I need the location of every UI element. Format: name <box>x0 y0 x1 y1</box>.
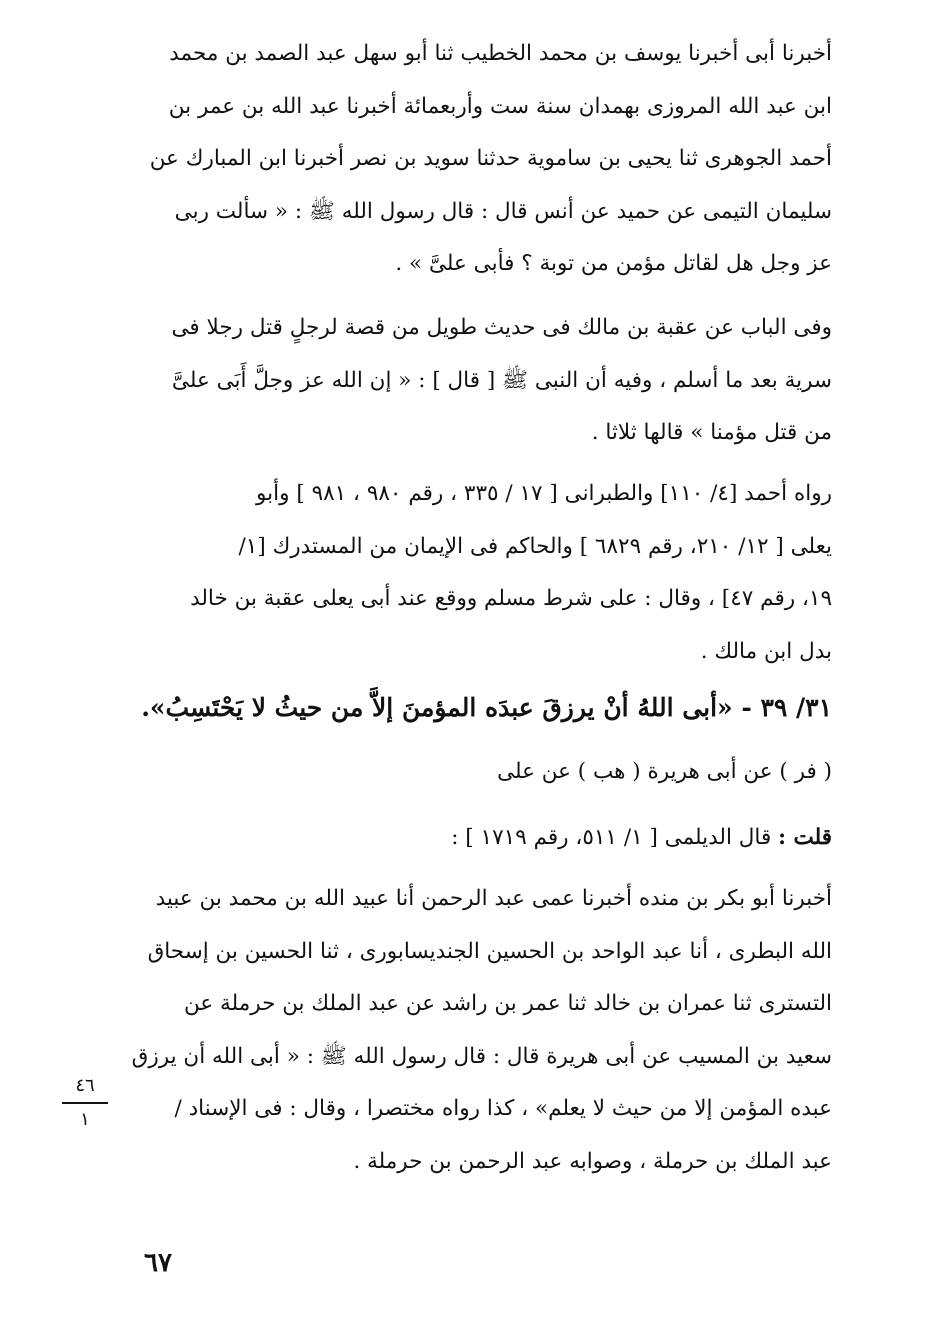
qult-label: قلت : <box>778 825 832 850</box>
margin-ref-top: ٤٦ <box>75 1075 95 1096</box>
hadith-sources: ( فر ) عن أبى هريرة ( هب ) عن على <box>497 759 832 784</box>
text-line: ابن عبد الله المروزى بهمدان سنة ست وأربعمائة أخبرنا عبد الله بن عمر بن <box>168 93 832 119</box>
text-line: عز وجل هل لقاتل مؤمن من توبة ؟ فأبى علىَّ » . <box>395 251 832 276</box>
text-line: التسترى ثنا عمران بن خالد ثنا عمر بن راشد عن عبد الملك بن حرملة عن <box>184 991 832 1016</box>
text-line: أخبرنا أبى أخبرنا يوسف بن محمد الخطيب ثنا أبو سهل عبد الصمد بن محمد <box>169 41 832 66</box>
text-line: رواه أحمد [٤/ ١١٠] والطبرانى [ ١٧ / ٣٣٥ ، رقم ٩٨٠ ، ٩٨١ ] وأبو <box>256 481 832 506</box>
paragraph-daylami-isnad <box>120 873 832 1188</box>
text-line: بدل ابن مالك . <box>700 638 832 664</box>
text-line: عبد الملك بن حرملة ، وصوابه عبد الرحمن بن حرملة . <box>353 1148 832 1174</box>
text-line: سعيد بن المسيب عن أبى هريرة قال : قال رسول الله ﷺ : « أبى الله أن يرزق <box>131 1043 832 1069</box>
paragraph-uqba-hadith <box>120 302 832 460</box>
paragraph-takhrij <box>120 468 832 678</box>
margin-reference <box>60 1074 110 1132</box>
text-line: وفى الباب عن عقبة بن مالك فى حديث طويل من قصة لرجلٍ قتل رجلا فى <box>171 315 832 340</box>
margin-ref-divider <box>62 1102 108 1104</box>
text-line: أحمد الجوهرى ثنا يحيى بن ساموية حدثنا سويد بن نصر أخبرنا ابن المبارك عن <box>149 146 832 171</box>
hadith-heading: ٣١/ ٣٩ - «أبى اللهُ أنْ يرزقَ عبدَه المؤمنَ إلاَّ من حيثُ لا يَحْتَسِبُ». <box>141 693 832 722</box>
text-line: ١٩، رقم ٤٧] ، وقال : على شرط مسلم ووقع عند أبى يعلى عقبة بن خالد <box>190 586 832 611</box>
qult-line <box>120 812 832 864</box>
text-line: عبده المؤمن إلا من حيث لا يعلم» ، كذا رواه مختصرا ، وقال : فى الإسناد / <box>174 1096 832 1121</box>
text-line: الله البطرى ، أنا عبد الواحد بن الحسين الجنديسابورى ، ثنا الحسين بن إسحاق <box>147 938 832 964</box>
text-line: من قتل مؤمنا » قالها ثلاثا . <box>591 420 832 445</box>
paragraph-isnad-anas <box>120 28 832 291</box>
text-line: يعلى [ ١٢/ ٢١٠، رقم ٦٨٢٩ ] والحاكم فى الإيمان من المستدرك [١/ <box>238 533 832 559</box>
page-number: ٦٧ <box>144 1248 172 1278</box>
qult-text: قال الديلمى [ ١/ ٥١١، رقم ١٧١٩ ] : <box>451 825 779 850</box>
text-line: أخبرنا أبو بكر بن منده أخبرنا عمى عبد الرحمن أنا عبيد الله بن محمد بن عبيد <box>155 886 832 911</box>
margin-ref-bottom: ١ <box>80 1109 90 1130</box>
text-line: سرية بعد ما أسلم ، وفيه أن النبى ﷺ [ قال ] : « إن الله عز وجلَّ أَبَى علىَّ <box>171 367 832 393</box>
text-line: سليمان التيمى عن حميد عن أنس قال : قال رسول الله ﷺ : « سألت ربى <box>174 198 832 224</box>
